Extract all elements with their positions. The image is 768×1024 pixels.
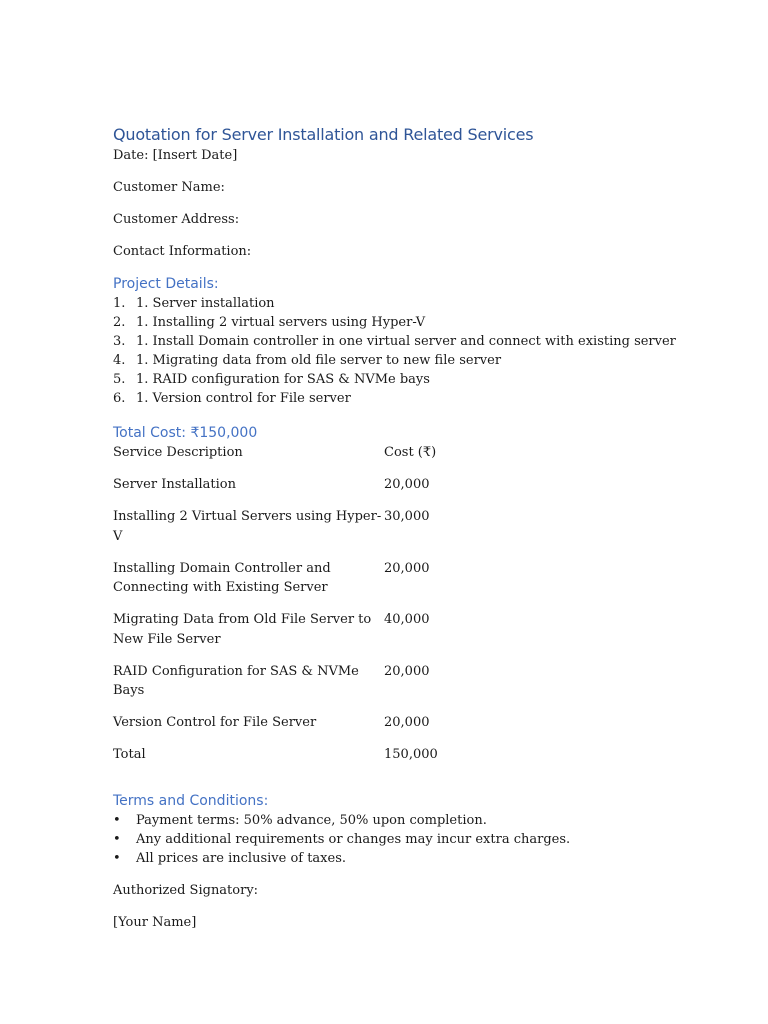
row-description: Installing 2 Virtual Servers using Hyper-V	[113, 509, 382, 544]
table-header-row	[113, 443, 504, 475]
terms-heading: Terms and Conditions:	[113, 792, 269, 809]
project-details-list	[113, 294, 733, 408]
row-cost: 150,000	[384, 747, 438, 762]
row-cost: 20,000	[384, 715, 430, 730]
customer-address-line: Customer Address:	[113, 212, 240, 227]
row-cost: 20,000	[384, 560, 430, 576]
contact-information-line: Contact Information:	[113, 244, 252, 259]
project-details-heading: Project Details:	[113, 276, 219, 292]
table-row	[113, 507, 504, 559]
list-item	[113, 313, 733, 332]
list-number: 2.	[113, 315, 126, 330]
table-row-total	[113, 745, 504, 765]
cost-table	[113, 443, 504, 765]
row-description: Server Installation	[113, 477, 236, 492]
list-item-text: 1. Server installation	[136, 296, 275, 311]
row-cost: 20,000	[384, 477, 430, 492]
total-cost-heading: Total Cost: ₹150,000	[113, 425, 258, 441]
list-number: 3.	[113, 334, 126, 349]
table-row	[113, 662, 504, 714]
header-service-description: Service Description	[113, 445, 243, 460]
list-number: 4.	[113, 353, 126, 368]
terms-list	[113, 811, 733, 868]
table-row	[113, 475, 504, 507]
list-number: 5.	[113, 372, 126, 387]
list-item	[113, 332, 733, 351]
row-cost: 40,000	[384, 612, 430, 627]
list-item-text: Any additional requirements or changes may incur extra charges.	[136, 831, 571, 847]
document-page	[113, 124, 733, 932]
list-item	[113, 849, 733, 868]
row-description: Total	[113, 747, 146, 762]
customer-name-line: Customer Name:	[113, 180, 225, 195]
list-item	[113, 830, 733, 849]
list-item	[113, 811, 733, 830]
table-row	[113, 610, 504, 662]
row-description: Installing Domain Controller and Connecting with Existing Server	[113, 560, 331, 595]
row-cost: 20,000	[384, 663, 430, 679]
list-item-text: 1. Install Domain controller in one virtual server and connect with existing server	[136, 334, 676, 349]
bullet-icon: •	[113, 850, 121, 866]
date-line: Date: [Insert Date]	[113, 148, 238, 163]
bullet-icon: •	[113, 812, 121, 828]
list-item-text: 1. Version control for File server	[136, 391, 351, 406]
signatory-name-line: [Your Name]	[113, 914, 197, 930]
row-description: Migrating Data from Old File Server to New File Server	[113, 612, 372, 647]
list-item-text: 1. Installing 2 virtual servers using Hyper-V	[136, 315, 426, 330]
list-number: 1.	[113, 296, 126, 311]
list-item	[113, 294, 733, 313]
list-item-text: 1. Migrating data from old file server to new file server	[136, 353, 502, 368]
list-item	[113, 389, 733, 408]
document-title: Quotation for Server Installation and Related Services	[113, 125, 534, 144]
list-number: 6.	[113, 391, 126, 406]
list-item-text: Payment terms: 50% advance, 50% upon completion.	[136, 812, 487, 828]
row-cost: 30,000	[384, 509, 430, 524]
list-item	[113, 370, 733, 389]
row-description: RAID Configuration for SAS & NVMe Bays	[113, 663, 359, 698]
authorized-signatory-line: Authorized Signatory:	[113, 882, 259, 898]
list-item-text: All prices are inclusive of taxes.	[136, 850, 347, 866]
bullet-icon: •	[113, 831, 121, 847]
table-row	[113, 559, 504, 611]
list-item-text: 1. RAID configuration for SAS & NVMe bays	[136, 372, 430, 387]
row-description: Version Control for File Server	[113, 715, 317, 730]
table-row	[113, 713, 504, 745]
header-cost: Cost (₹)	[384, 445, 437, 460]
list-item	[113, 351, 733, 370]
